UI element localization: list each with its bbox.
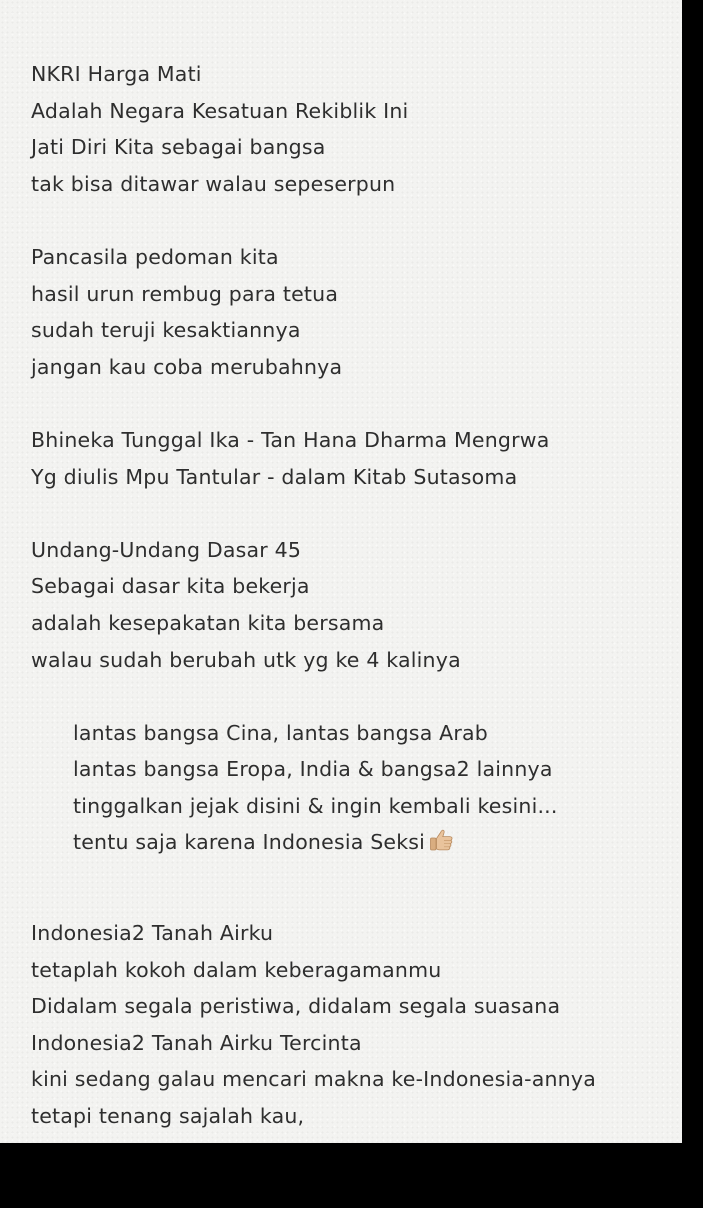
poem-line: adalah kesepakatan kita bersama	[31, 610, 385, 635]
stanza-3	[31, 422, 682, 495]
poem-line: Adalah Negara Kesatuan Rekiblik Ini	[31, 98, 409, 123]
stanza-5-indented	[73, 715, 682, 861]
poem-line: tinggalkan jejak disini & ingin kembali kesini...	[73, 793, 558, 818]
poem-line: tak bisa ditawar walau sepeserpun	[31, 171, 396, 196]
poem-line-with-emoji	[73, 824, 682, 861]
poem-line: sudah teruji kesaktiannya	[31, 318, 301, 343]
poem-line: walau sudah berubah utk yg ke 4 kalinya	[31, 647, 461, 672]
poem-line: Didalam segala peristiwa, didalam segala suasana	[31, 994, 561, 1019]
poem-line: tetapi tenang sajalah kau,	[31, 1104, 305, 1129]
stanza-6	[31, 915, 682, 1171]
poem-line: Undang-Undang Dasar 45	[31, 537, 302, 562]
poem-line: NKRI Harga Mati	[31, 62, 202, 86]
stanza-2	[31, 239, 682, 385]
poem-line: Pancasila pedoman kita	[31, 244, 279, 269]
poem-text	[31, 56, 682, 1208]
poem-line: lantas bangsa Eropa, India & bangsa2 lainnya	[73, 757, 553, 782]
stanza-1	[31, 56, 682, 202]
poem-line: tetaplah kokoh dalam keberagamanmu	[31, 957, 442, 982]
stanza-4	[31, 532, 682, 678]
poem-line: Indonesia2 Tanah Airku	[31, 921, 274, 946]
poem-line: jangan kau coba merubahnya	[31, 354, 343, 379]
screen-edge-bottom	[0, 1143, 703, 1200]
poem-line: Jati Diri Kita sebagai bangsa	[31, 135, 326, 160]
screen-edge-right	[682, 0, 703, 1200]
poem-line: kini sedang galau mencari makna ke-Indonesia-annya	[31, 1067, 596, 1092]
poem-line: Sebagai dasar kita bekerja	[31, 574, 310, 599]
poem-line: lantas bangsa Cina, lantas bangsa Arab	[73, 720, 488, 745]
poem-line: hasil urun rembug para tetua	[31, 281, 339, 306]
poem-line: Indonesia2 Tanah Airku Tercinta	[31, 1030, 362, 1055]
poem-line: Yg diulis Mpu Tantular - dalam Kitab Sutasoma	[31, 464, 518, 489]
poem-line: Bhineka Tunggal Ika - Tan Hana Dharma Mengrwa	[31, 427, 550, 452]
thumbs-up-icon	[429, 827, 455, 851]
poem-line-text: tentu saja karena Indonesia Seksi	[73, 830, 426, 855]
